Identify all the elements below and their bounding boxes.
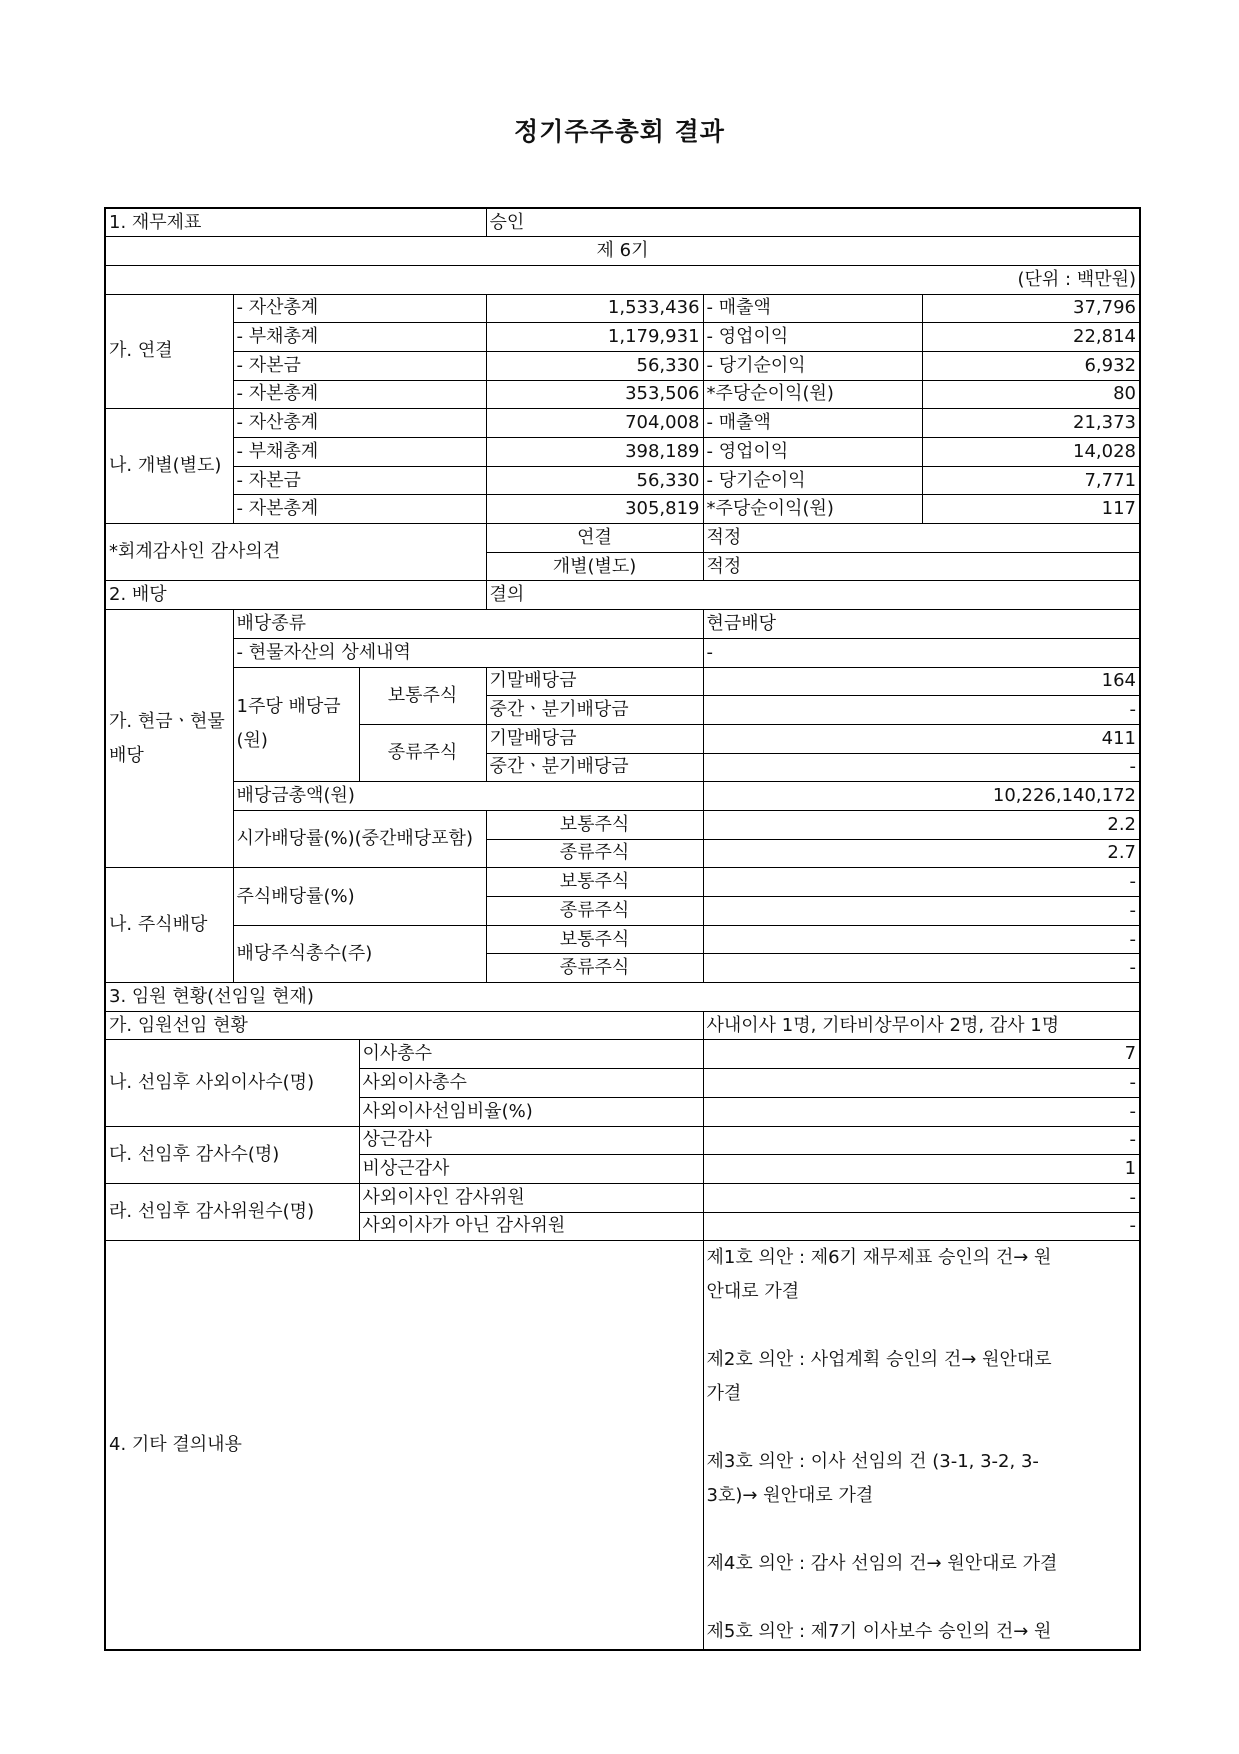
item-label: - 자본총계 xyxy=(233,495,486,524)
total-dividend-value: 10,226,140,172 xyxy=(703,782,1140,811)
stock-rate-preferred-value: - xyxy=(703,897,1140,926)
item-value: 56,330 xyxy=(486,351,703,380)
item-value: 37,796 xyxy=(922,294,1140,323)
yield-preferred-label: 종류주식 xyxy=(486,839,703,868)
audit-consolidated-label: 연결 xyxy=(486,524,703,553)
section-2-label: 2. 배당 xyxy=(105,581,486,610)
preferred-stock-label: 종류주식 xyxy=(359,724,486,781)
yield-common-value: 2.2 xyxy=(703,810,1140,839)
item-value: 1,533,436 xyxy=(486,294,703,323)
meeting-results-table xyxy=(104,207,1141,1651)
resolution-line: 가결 xyxy=(706,1383,742,1405)
audit-consolidated-value: 적정 xyxy=(703,524,1140,553)
per-share-dividend-label: 1주당 배당금(원) xyxy=(233,667,359,782)
item-value: 704,008 xyxy=(486,409,703,438)
item-label: - 부채총계 xyxy=(233,438,486,467)
officer-election-label: 가. 임원선임 현황 xyxy=(105,1011,703,1040)
section-1-status: 승인 xyxy=(486,208,1140,237)
dividend-type-value: 현금배당 xyxy=(703,610,1140,639)
outside-directors-label: 나. 선임후 사외이사수(명) xyxy=(105,1040,359,1126)
item-label: *주당순이익(원) xyxy=(703,495,922,524)
year-end-dividend-label: 기말배당금 xyxy=(486,724,703,753)
stock-dividend-label: 나. 주식배당 xyxy=(105,868,233,983)
item-value: 353,506 xyxy=(486,380,703,409)
resolution-line: 제3호 의안 : 이사 선임의 건 (3-1, 3-2, 3- xyxy=(706,1451,1039,1473)
item-value: 1,179,931 xyxy=(486,323,703,352)
item-value: 56,330 xyxy=(486,466,703,495)
full-time-auditor-value: - xyxy=(703,1126,1140,1155)
dividend-type-label: 배당종류 xyxy=(233,610,703,639)
stock-common-label: 보통주식 xyxy=(486,925,703,954)
in-kind-label: - 현물자산의 상세내역 xyxy=(233,638,703,667)
item-label: - 당기순이익 xyxy=(703,466,922,495)
interim-dividend-label: 중간ㆍ분기배당금 xyxy=(486,696,703,725)
fiscal-period: 제 6기 xyxy=(105,237,1140,266)
dividend-yield-label: 시가배당률(%)(중간배당포함) xyxy=(233,810,486,867)
yield-common-label: 보통주식 xyxy=(486,810,703,839)
item-label: - 자본금 xyxy=(233,466,486,495)
audit-opinion-label: *회계감사인 감사의견 xyxy=(105,524,486,581)
stock-dividend-rate-label: 주식배당률(%) xyxy=(233,868,486,925)
item-value: 14,028 xyxy=(922,438,1140,467)
resolution-line: 제4호 의안 : 감사 선임의 건→ 원안대로 가결 xyxy=(706,1553,1058,1575)
section-3-label: 3. 임원 현황(선임일 현재) xyxy=(105,983,1140,1012)
item-value: 117 xyxy=(922,495,1140,524)
section-2-status: 결의 xyxy=(486,581,1140,610)
separate-label: 나. 개별(별도) xyxy=(105,409,233,524)
resolutions-list xyxy=(703,1241,1140,1651)
resolution-line: 제2호 의안 : 사업계획 승인의 건→ 원안대로 xyxy=(706,1349,1052,1371)
item-label: - 자산총계 xyxy=(233,409,486,438)
part-time-auditor-label: 비상근감사 xyxy=(359,1155,703,1184)
resolution-line: 제1호 의안 : 제6기 재무제표 승인의 건→ 원 xyxy=(706,1247,1052,1269)
preferred-year-end-value: 411 xyxy=(703,724,1140,753)
common-stock-label: 보통주식 xyxy=(359,667,486,724)
auditors-label: 다. 선임후 감사수(명) xyxy=(105,1126,359,1183)
resolution-line: 제5호 의안 : 제7기 이사보수 승인의 건→ 원 xyxy=(706,1621,1052,1643)
outside-directors-ratio-value: - xyxy=(703,1097,1140,1126)
audit-separate-label: 개별(별도) xyxy=(486,552,703,581)
directors-total-value: 7 xyxy=(703,1040,1140,1069)
in-kind-value: - xyxy=(703,638,1140,667)
stock-preferred-label: 종류주식 xyxy=(486,897,703,926)
resolution-line: 3호)→ 원안대로 가결 xyxy=(706,1485,874,1507)
item-label: - 자본총계 xyxy=(233,380,486,409)
stock-preferred-label: 종류주식 xyxy=(486,954,703,983)
common-interim-value: - xyxy=(703,696,1140,725)
item-label: - 매출액 xyxy=(703,409,922,438)
item-label: - 영업이익 xyxy=(703,323,922,352)
stock-common-label: 보통주식 xyxy=(486,868,703,897)
committee-inside-value: - xyxy=(703,1212,1140,1241)
audit-separate-value: 적정 xyxy=(703,552,1140,581)
interim-dividend-label: 중간ㆍ분기배당금 xyxy=(486,753,703,782)
item-value: 7,771 xyxy=(922,466,1140,495)
stock-count-preferred-value: - xyxy=(703,954,1140,983)
part-time-auditor-value: 1 xyxy=(703,1155,1140,1184)
unit-note: (단위 : 백만원) xyxy=(105,265,1140,294)
item-label: - 자본금 xyxy=(233,351,486,380)
common-year-end-value: 164 xyxy=(703,667,1140,696)
stock-count-common-value: - xyxy=(703,925,1140,954)
resolution-line: 안대로 가결 xyxy=(706,1281,800,1303)
item-label: - 부채총계 xyxy=(233,323,486,352)
stock-rate-common-value: - xyxy=(703,868,1140,897)
item-value: 21,373 xyxy=(922,409,1140,438)
section-1-label: 1. 재무제표 xyxy=(105,208,486,237)
consolidated-label: 가. 연결 xyxy=(105,294,233,409)
preferred-interim-value: - xyxy=(703,753,1140,782)
audit-committee-label: 라. 선임후 감사위원수(명) xyxy=(105,1183,359,1240)
total-dividend-label: 배당금총액(원) xyxy=(233,782,703,811)
item-value: 6,932 xyxy=(922,351,1140,380)
year-end-dividend-label: 기말배당금 xyxy=(486,667,703,696)
directors-total-label: 이사총수 xyxy=(359,1040,703,1069)
document-title: 정기주주총회 결과 xyxy=(514,117,725,146)
item-value: 22,814 xyxy=(922,323,1140,352)
item-label: *주당순이익(원) xyxy=(703,380,922,409)
full-time-auditor-label: 상근감사 xyxy=(359,1126,703,1155)
committee-outside-label: 사외이사인 감사위원 xyxy=(359,1183,703,1212)
item-label: - 매출액 xyxy=(703,294,922,323)
officer-election-value: 사내이사 1명, 기타비상무이사 2명, 감사 1명 xyxy=(703,1011,1140,1040)
committee-inside-label: 사외이사가 아닌 감사위원 xyxy=(359,1212,703,1241)
yield-preferred-value: 2.7 xyxy=(703,839,1140,868)
item-label: - 당기순이익 xyxy=(703,351,922,380)
committee-outside-value: - xyxy=(703,1183,1140,1212)
item-value: 305,819 xyxy=(486,495,703,524)
stock-dividend-count-label: 배당주식총수(주) xyxy=(233,925,486,982)
outside-directors-total-value: - xyxy=(703,1069,1140,1098)
item-value: 398,189 xyxy=(486,438,703,467)
outside-directors-total-label: 사외이사총수 xyxy=(359,1069,703,1098)
item-label: - 자산총계 xyxy=(233,294,486,323)
cash-dividend-label: 가. 현금ㆍ현물배당 xyxy=(105,610,233,868)
item-label: - 영업이익 xyxy=(703,438,922,467)
other-resolutions-label: 4. 기타 결의내용 xyxy=(105,1241,703,1651)
outside-directors-ratio-label: 사외이사선임비율(%) xyxy=(359,1097,703,1126)
item-value: 80 xyxy=(922,380,1140,409)
